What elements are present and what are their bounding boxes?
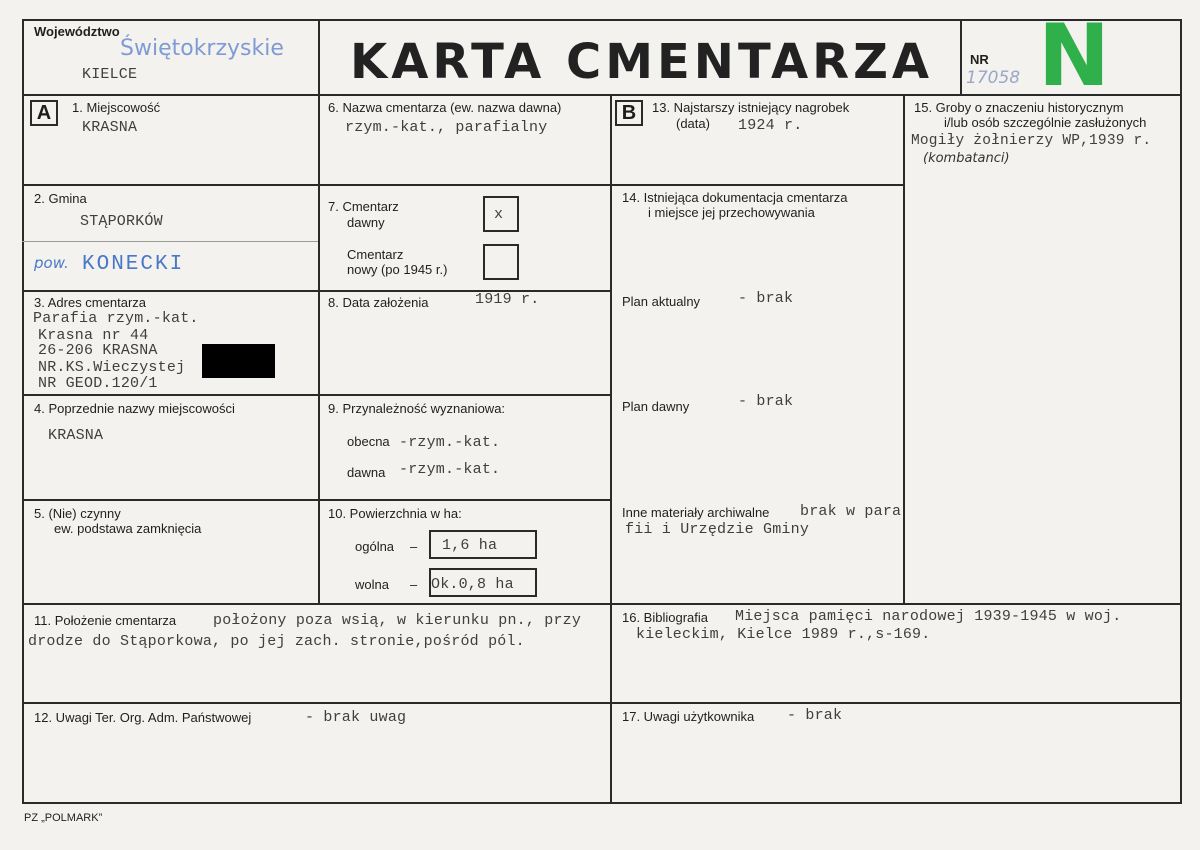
ogolna-value-box <box>429 530 537 559</box>
powiat-label: pow. <box>34 254 69 272</box>
field-8-label: 8. Data założenia <box>328 295 429 310</box>
field-15-label: 15. Groby o znaczeniu historycznym <box>914 100 1124 115</box>
field-13-label: 13. Najstarszy istniejący nagrobek <box>652 100 850 115</box>
field-12-value: - brak uwag <box>305 709 407 726</box>
field-14-label: 14. Istniejąca dokumentacja cmentarza <box>622 190 848 205</box>
field-6-value: rzym.-kat., parafialny <box>345 119 548 136</box>
field-10-label: 10. Powierzchnia w ha: <box>328 506 462 521</box>
field-8-value: 1919 r. <box>475 291 540 308</box>
field-7-dawny-label-2: dawny <box>347 215 385 230</box>
field-15-note: (kombatanci) <box>923 151 1010 166</box>
header-divider-right <box>960 19 962 95</box>
gmina-thin-line <box>22 241 318 242</box>
row-line-lower-1 <box>22 603 1182 605</box>
field-16-label: 16. Bibliografia <box>622 610 708 625</box>
inne-materialy-line-1: brak w para <box>800 503 902 520</box>
plan-aktualny-value: - brak <box>738 290 794 307</box>
field-3-label: 3. Adres cmentarza <box>34 295 146 310</box>
inne-materialy-label: Inne materiały archiwalne <box>622 505 770 520</box>
plan-dawny-value: - brak <box>738 393 794 410</box>
plan-dawny-label: Plan dawny <box>622 399 690 414</box>
powiat-value: KONECKI <box>82 253 185 276</box>
field-7-dawny-label: 7. Cmentarz <box>328 199 399 214</box>
field-14-label-2: i miejsce jej przechowywania <box>648 205 815 220</box>
obecna-value: -rzym.-kat. <box>399 434 501 451</box>
field-7-nowy-label-2: nowy (po 1945 r.) <box>347 262 448 277</box>
card-title: KARTA CMENTARZA <box>350 34 934 90</box>
address-line-2: Krasna nr 44 <box>38 327 149 344</box>
redaction-bar <box>202 344 275 378</box>
cmentarz-dawny-checkbox[interactable] <box>483 196 519 232</box>
plan-aktualny-label: Plan aktualny <box>622 294 701 309</box>
field-2-value: STĄPORKÓW <box>80 213 163 230</box>
header-divider-left <box>318 19 320 95</box>
wojewodztwo-value: KIELCE <box>82 66 138 83</box>
field-16-line-2: kieleckim, Kielce 1989 r.,s-169. <box>636 626 931 643</box>
field-7-nowy-label: Cmentarz <box>347 247 404 262</box>
dawny-checkbox-mark: x <box>494 206 504 223</box>
col-line-3 <box>903 94 905 604</box>
nr-label: NR <box>970 52 989 67</box>
field-17-label: 17. Uwagi użytkownika <box>622 709 755 724</box>
wolna-dash: – <box>410 577 418 592</box>
address-line-5: NR GEOD.120/1 <box>38 375 158 392</box>
field-11-line-1: położony poza wsią, w kierunku pn., przy <box>213 612 582 629</box>
wojewodztwo-label: Województwo <box>34 24 120 39</box>
dawna-label: dawna <box>347 465 386 480</box>
wolna-value-box <box>429 568 537 597</box>
address-line-3: 26-206 KRASNA <box>38 342 158 359</box>
ogolna-label: ogólna <box>355 539 395 554</box>
col-line-2 <box>610 94 612 804</box>
field-13-value: 1924 r. <box>738 117 803 134</box>
section-a-letter: A <box>30 100 58 126</box>
col-line-1 <box>318 94 320 604</box>
frame-right <box>1180 19 1182 804</box>
field-17-value: - brak <box>787 707 843 724</box>
frame-top <box>22 19 1182 21</box>
ogolna-value: 1,6 ha <box>442 537 498 554</box>
field-11-line-2: drodze do Stąporkowa, po jej zach. stronie,pośród pól. <box>28 633 525 650</box>
inne-materialy-line-2: fii i Urzędzie Gminy <box>625 521 810 538</box>
wolna-value: Ok.0,8 ha <box>431 576 514 593</box>
section-b-letter: B <box>615 100 643 126</box>
address-line-4: NR.KS.Wieczystej <box>38 359 186 376</box>
field-13-label-2: (data) <box>676 116 710 131</box>
field-1-label: 1. Miejscowość <box>72 100 161 115</box>
address-line-1: Parafia rzym.-kat. <box>33 310 199 327</box>
field-16-line-1: Miejsca pamięci narodowej 1939-1945 w woj. <box>735 608 1122 625</box>
wolna-label: wolna <box>355 577 389 592</box>
field-2-label: 2. Gmina <box>34 191 87 206</box>
field-15-label-2: i/lub osób szczególnie zasłużonych <box>944 115 1147 130</box>
dawna-value: -rzym.-kat. <box>399 461 501 478</box>
frame-bottom <box>22 802 1182 804</box>
row-line-a4 <box>22 499 612 501</box>
field-12-label: 12. Uwagi Ter. Org. Adm. Państwowej <box>34 710 252 725</box>
header-bottom <box>22 94 1182 96</box>
obecna-label: obecna <box>347 434 390 449</box>
nr-value: 17058 <box>966 68 1021 88</box>
field-9-label: 9. Przynależność wyznaniowa: <box>328 401 506 416</box>
field-5-label-2: ew. podstawa zamknięcia <box>54 521 202 536</box>
printer-imprint: PZ „POLMARK” <box>24 812 103 824</box>
frame-left <box>22 19 24 804</box>
field-11-label: 11. Położenie cmentarza <box>34 613 177 628</box>
ogolna-dash: – <box>410 539 418 554</box>
field-6-label: 6. Nazwa cmentarza (ew. nazwa dawna) <box>328 100 562 115</box>
field-4-label: 4. Poprzednie nazwy miejscowości <box>34 401 235 416</box>
field-1-value: KRASNA <box>82 119 138 136</box>
field-4-value: KRASNA <box>48 427 104 444</box>
row-line-b1 <box>610 184 904 186</box>
field-15-value: Mogiły żołnierzy WP,1939 r. <box>911 133 1152 149</box>
row-line-a1 <box>22 184 612 186</box>
cmentarz-nowy-checkbox[interactable] <box>483 244 519 280</box>
row-line-a3 <box>22 394 612 396</box>
wojewodztwo-stamp: Świętokrzyskie <box>120 36 284 61</box>
nr-green-mark: N <box>1038 6 1110 106</box>
field-5-label: 5. (Nie) czynny <box>34 506 121 521</box>
row-line-lower-2 <box>22 702 1182 704</box>
